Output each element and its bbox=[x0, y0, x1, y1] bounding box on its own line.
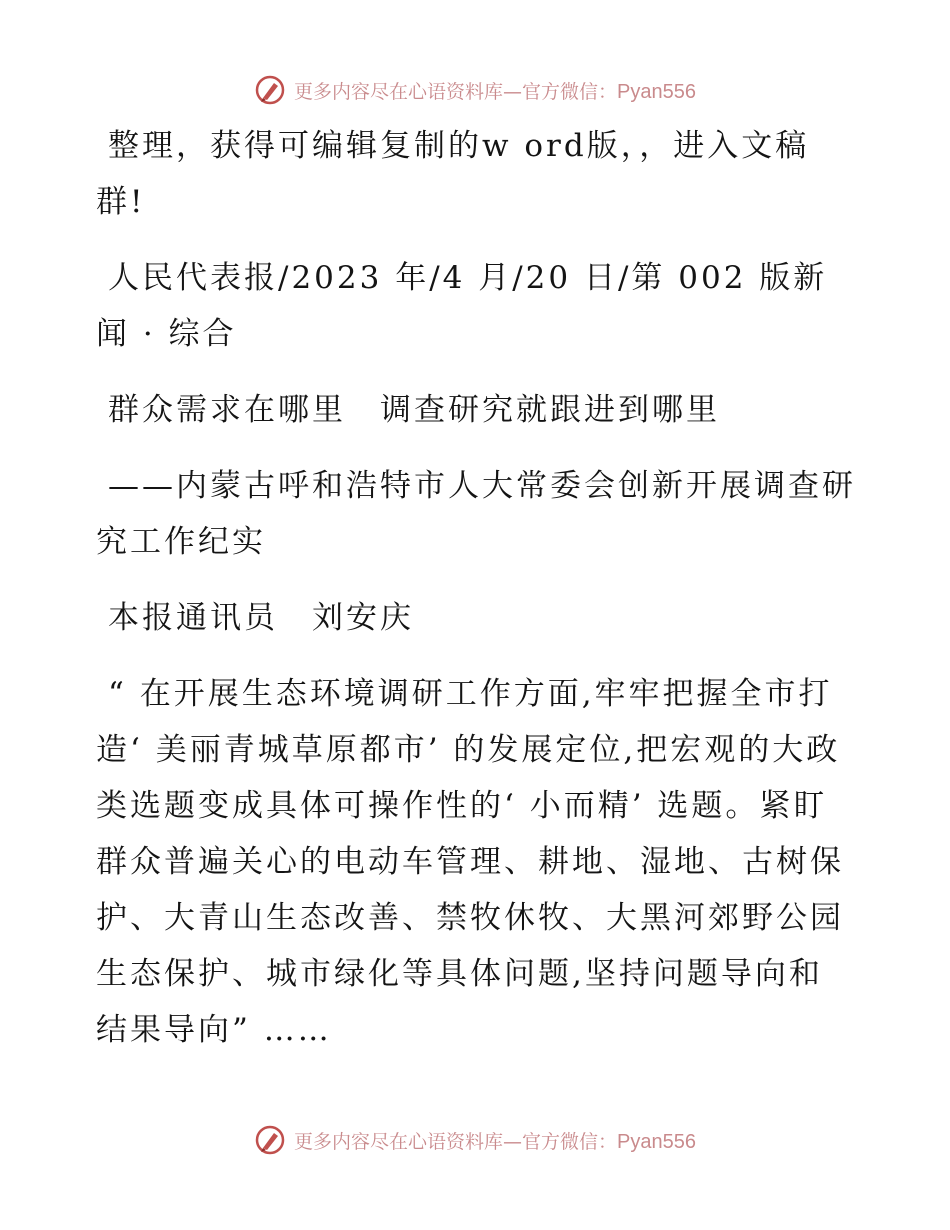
pen-logo-icon bbox=[254, 74, 286, 106]
article-subtitle: ——内蒙古呼和浩特市人大常委会创新开展调查研究工作纪实 bbox=[96, 468, 856, 560]
article-paragraph: “ 在开展生态环境调研工作方面,牢牢把握全市打造‘ 美丽青城草原都市’ 的发展定位,把宏观的大政类选题变成具体可操作性的‘ 小而精’ 选题。紧盯群众普遍关心的电动车管理、耕地、湿地、古树保护、大青山生态改善、禁牧休牧、大黑河郊野公园生态保护、城市绿化等具体问题,坚持问题导向和结果导向” …… bbox=[96, 676, 844, 1048]
article-title: 群众需求在哪里 调查研究就跟进到哪里 bbox=[108, 392, 720, 428]
watermark-text: 更多内容尽在心语资料库—官方微信：Pyan556 bbox=[294, 80, 696, 103]
intro-note: 整理，获得可编辑复制的w ord版，，进入文稿群! bbox=[96, 128, 810, 220]
byline: 本报通讯员 刘安庆 bbox=[108, 600, 414, 636]
watermark-text: 更多内容尽在心语资料库—官方微信：Pyan556 bbox=[294, 1130, 696, 1153]
footer-watermark bbox=[0, 1120, 950, 1160]
header-watermark bbox=[0, 70, 950, 110]
document-body bbox=[96, 118, 856, 1078]
pen-logo-icon bbox=[254, 1124, 286, 1156]
publication-line: 人民代表报/2023 年/4 月/20 日/第 002 版新闻 · 综合 bbox=[96, 260, 828, 352]
